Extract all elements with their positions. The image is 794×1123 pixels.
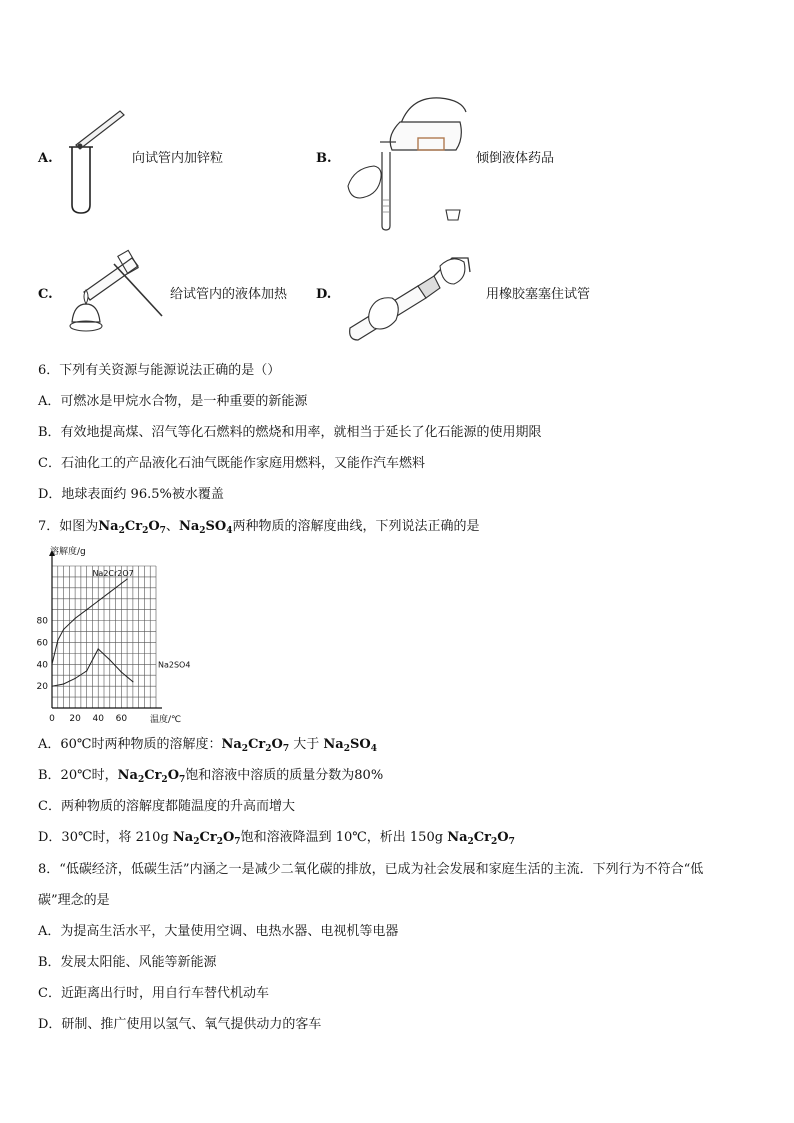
q7-option-c: C．两种物质的溶解度都随温度的升高而增大: [38, 799, 295, 814]
test-tube-zinc-illustration: [60, 105, 130, 217]
option-b-caption: 倾倒液体药品: [476, 151, 555, 166]
q7-option-b-prefix: B．20℃时，: [38, 768, 118, 783]
option-c-caption: 给试管内的液体加热: [170, 287, 288, 302]
q7-option-a-prefix: A．60℃时两种物质的溶解度：: [38, 737, 222, 752]
series-point-na2cr2o7: [109, 592, 110, 593]
q8-option-d: D．研制、推广使用以氢气、氧气提供动力的客车: [38, 1017, 322, 1032]
stopper-test-tube-illustration: [340, 250, 480, 342]
q6-option-c: C．石油化工的产品液化石油气既能作家庭用燃料，又能作汽车燃料: [38, 456, 425, 471]
q6-option-d: D．地球表面约 96.5%被水覆盖: [38, 487, 224, 502]
q6-stem: 6．下列有关资源与能源说法正确的是（）: [38, 363, 281, 378]
option-a-caption: 向试管内加锌粒: [132, 151, 224, 166]
series-label-na2cr2o7: Na2Cr2O7: [92, 569, 134, 578]
q8-stem-line2: 碳”理念的是: [38, 893, 110, 908]
series-point-na2so4: [121, 671, 122, 672]
series-point-na2so4: [86, 670, 87, 671]
series-point-na2cr2o7: [127, 579, 128, 580]
x-tick-label: 0: [49, 714, 55, 724]
q7-stem-mid: 两种物质的溶解度曲线，下列说法正确的是: [232, 519, 480, 534]
series-point-na2cr2o7: [86, 609, 87, 610]
series-point-na2cr2o7: [63, 629, 64, 630]
x-tick-label: 40: [92, 714, 104, 724]
q7-option-a: A．60℃时两种物质的溶解度：$Na_2Cr_2O_7$ 大于 $Na_2SO_4$: [38, 737, 377, 754]
q7-option-b-suffix: 饱和溶液中溶质的质量分数为80%: [185, 768, 384, 783]
series-point-na2cr2o7: [121, 583, 122, 584]
q7-option-d-mid: 饱和溶液降温到 10℃，析出 150g: [240, 830, 448, 845]
q7-stem: 7．如图为$Na_2Cr_2O_7$、$Na_2SO_4$两种物质的溶解度曲线，下列说法正确的是: [38, 519, 480, 536]
series-point-na2cr2o7: [98, 600, 99, 601]
x-tick-label: 20: [69, 714, 81, 724]
heating-test-tube-illustration: [62, 244, 168, 336]
q8-option-a: A．为提高生活水平，大量使用空调、电热水器、电视机等电器: [38, 924, 399, 939]
y-tick-label: 40: [36, 660, 48, 671]
q6-option-b: B．有效地提高煤、沼气等化石燃料的燃烧和用率，就相当于延长了化石能源的使用期限: [38, 425, 542, 440]
option-d-letter: D.: [316, 287, 332, 302]
q7-option-b: B．20℃时，$Na_2Cr_2O_7$饱和溶液中溶质的质量分数为80%: [38, 768, 384, 785]
y-tick-label: 20: [36, 682, 48, 693]
q8-option-b: B．发展太阳能、风能等新能源: [38, 955, 217, 970]
option-c-letter: C.: [38, 287, 53, 302]
series-point-na2cr2o7: [57, 640, 58, 641]
series-point-na2so4: [51, 686, 52, 687]
x-axis-label: 温度/℃: [150, 715, 182, 725]
solubility-curve-chart: [30, 542, 215, 727]
q8-stem-line1: 8．“低碳经济，低碳生活”内涵之一是减少二氧化碳的排放，已成为社会发展和家庭生活的主流．下列行为不符合“低: [38, 862, 704, 877]
series-label-na2so4: Na2SO4: [158, 660, 191, 670]
pouring-liquid-illustration: [340, 92, 470, 232]
series-point-na2cr2o7: [75, 618, 76, 619]
y-axis-label: 溶解度/g: [50, 547, 86, 557]
series-point-na2so4: [98, 648, 99, 649]
series-point-na2so4: [75, 678, 76, 679]
series-point-na2cr2o7: [51, 664, 52, 665]
series-point-na2so4: [109, 659, 110, 660]
series-point-na2so4: [132, 681, 133, 682]
q7-option-a-mid: 大于: [293, 737, 320, 752]
y-tick-label: 60: [36, 638, 48, 649]
q7-option-d: D．30℃时，将 210g $Na_2Cr_2O_7$饱和溶液降温到 10℃，析出 150g $Na_2Cr_2O_7$: [38, 830, 515, 847]
q7-option-d-prefix: D．30℃时，将 210g: [38, 830, 173, 845]
series-point-na2so4: [63, 683, 64, 684]
x-tick-label: 60: [115, 714, 128, 724]
option-d-caption: 用橡胶塞塞住试管: [486, 287, 591, 302]
q6-option-a: A．可燃冰是甲烷水合物，是一种重要的新能源: [38, 394, 308, 409]
option-b-letter: B.: [316, 151, 332, 166]
q7-stem-prefix: 7．如图为: [38, 519, 99, 534]
y-tick-label: 80: [36, 616, 48, 627]
q8-option-c: C．近距离出行时，用自行车替代机动车: [38, 986, 269, 1001]
option-a-letter: A.: [38, 151, 53, 166]
